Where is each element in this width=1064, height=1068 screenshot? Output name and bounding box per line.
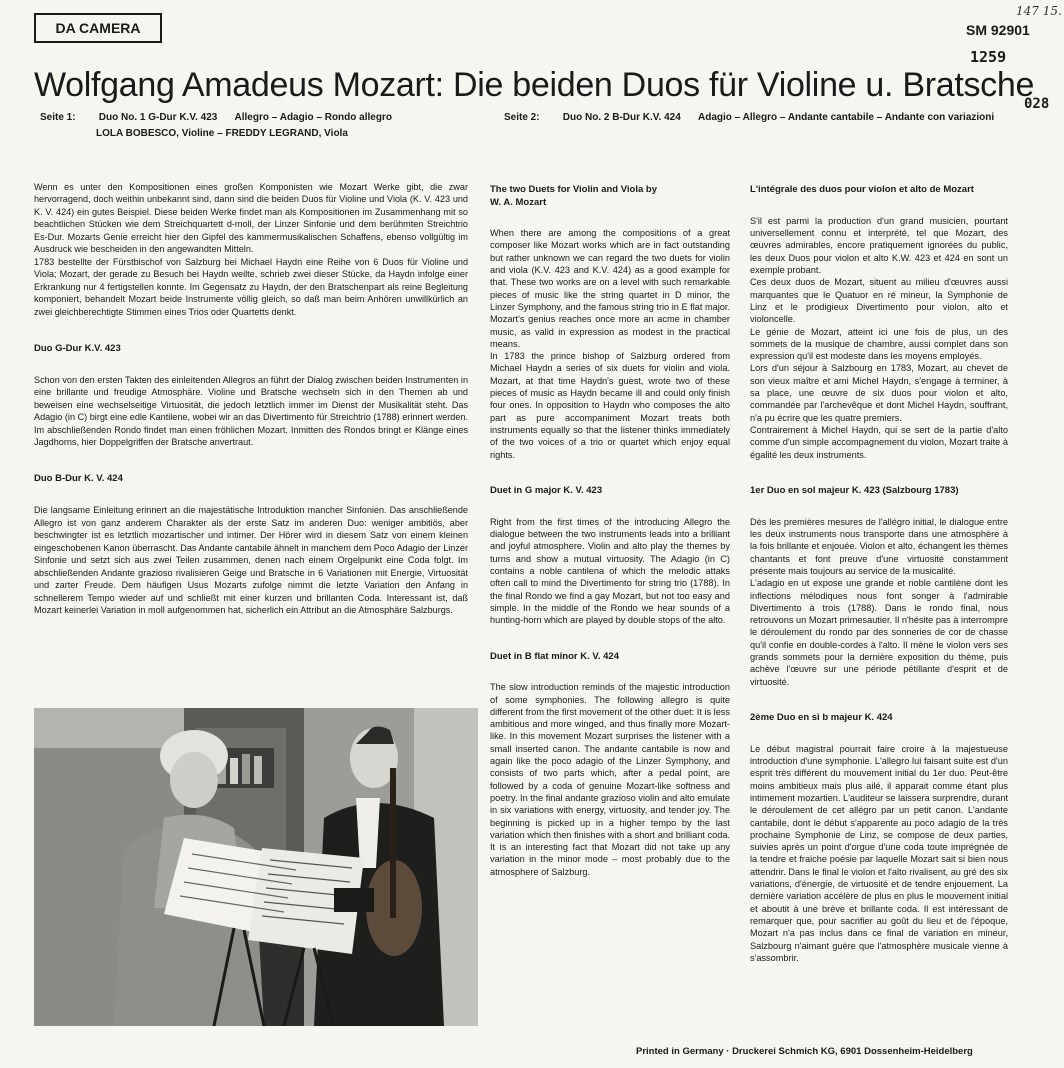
french-duo2-heading: 2ème Duo en si b majeur K. 424 [750,712,893,724]
french-duo2-text: Le début magistral pourrait faire croire à la majestueuse introduction d'une symphonie. L'allegro lui faisant suite est d'un esprit très différent du mouvement initial du 1er duo. Peut-être moins ambitieux mais plus ailé, il apparait comme étant plus intimement mozartien. L'auditeur se laissera surprendre, durant le déroulement de cet allégro par un petit canon. L'andante cantabile, dont le début s'apparente au poco adagio de la très prochaine Symphonie de Linz, se compose de deux parties, suivies après un point d'orgue d'une coda toute imprégnée de la tendre et fraiche poésie par laquelle Mozart sait si bien nous attendrir. Dans le final le violon et l'alto rivalisent, au gré des six variations, d'énergie, de virtuosité et de tendre enjouement. La dernière variation accélère de plus en plus le mouvement initial et aboutit à une brève et brillante coda. Il est intéressant de remarquer que, pour sacrifier au goût du lieu et de l'époque, Mozart n'a pas inclus dans ce final de variation en mineur, Salzbourg n'aimant guère que l'atmosphère musicale vienne à s'assombrir. [750,743,1008,963]
side1-performers: LOLA BOBESCO, Violine – FREDDY LEGRAND, Viola [96,128,348,139]
french-heading: L'intégrale des duos pour violon et alto de Mozart [750,184,974,196]
german-intro: Wenn es unter den Kompositionen eines großen Komponisten wie Mozart Werke gibt, die zwar hervorragend, doch weithin unbekannt sind, dann sind die beiden Duos für Violine und Viola (K. V. 423 und K. V. 424) ein gutes Beispiel. Diese beiden Werke findet man als Kompositionen im Zusammenhang mit so beachtlichen Stücken wie dem Streichquartett d-moll, der Linzer Sinfonie und dem berühmten Streichtrio Es-Dur. Mozarts Genie erreicht hier den Gipfel des kammermusikalischen Schaffens, ebenso vollgültig im Ausdruck wie bescheiden in den angewandten Mitteln. 1783 bestellte der Fürstbischof von Salzburg bei Michael Haydn eine Reihe von 6 Duos für Violine und Viola; Mozart, der gerade zu Besuch bei Haydn weilte, schrieb zwei dieser Stücke, da Haydn infolge einer Erkrankung nur 4 fertigstellen konnte. Im Gegensatz zu Haydn, der den Bratschenpart als reine Begleitung komponiert, behandelt Mozart beide Instrumente völlig gleich, so daß man beim Anhören unwillkürlich an zwei gleichberechtigte Stimmen eines Trios oder Quartetts denkt. [34,181,468,317]
german-duo1-text: Schon von den ersten Takten des einleitenden Allegros an führt der Dialog zwischen beiden Instrumenten in eine brillante und freudige Atmosphäre. Violine und Bratsche wechseln sich in den Themen ab und beweisen eine wechselseitige Virtuosität, die jedoch letztlich immer im Dienst der Musikalität steht. Das Adagio (in C) birgt eine edle Kantilene, wobei wir an das Divertimento für Streichtrio (1788) erinnert werden. Im abschließenden Rondo findet man einen fröhlichen Mozart. Inmitten des Rondos bringt er Klänge eines Jagdhorns, hier Doppelgriffen der Bratsche anvertraut. [34,374,468,447]
english-duet1-heading: Duet in G major K. V. 423 [490,485,603,497]
handwritten-small-number: 028 [1024,96,1050,112]
printer-footer: Printed in Germany · Druckerei Schmich KG, 6901 Dossenheim-Heidelberg [636,1046,973,1057]
side2-movements: Adagio – Allegro – Andante cantabile – Andante con variazioni [697,112,995,123]
side2-work: Duo No. 2 B-Dur K.V. 424 [562,112,681,123]
german-duo2-heading: Duo B-Dur K. V. 424 [34,473,123,484]
label-box: DA CAMERA [34,13,162,43]
performers-photo-image [34,708,478,1026]
performers-photo [34,708,478,1026]
side1-work: Duo No. 1 G-Dur K.V. 423 [98,112,218,123]
english-duet2-text: The slow introduction reminds of the majestic introduction of some symphonies. The following allegro is quite different from the first movement of the other duet: It is less ambitious and more winged, and thus finally more Mozart-like. In this movement Mozart surprises the listener with a small inserted canon. The andante cantabile is now and again like the poco adagio of the Linzer Symphony, and consists of two parts which, after a pedal point, are followed by a coda of genuine Mozart-like softness and poetry. In the final andante grazioso violin and alto emulate in six variations with energy, virtuosity, and tender joy. The beginning is picked up in a higher tempo by the last variation which then finishes with a short and brilliant coda. It is an interesting fact that Mozart did not take up any variation in the minor mode – most probably due to the atmosphere of Salzburg. [490,682,730,877]
side1-line [40,112,392,123]
side2-line [504,112,994,123]
english-duet1-text: Right from the first times of the introducing Allegro the dialogue between the two instruments leads into a brilliant and joyful atmosphere. Violin and alto play the themes by turns and show a mutual virtuosity. The Adagio (in C) contains a noble cantilena of which the melodic attaks often call to mind the Divertimento for string trio (1788). In the final Rondo we find a gay Mozart, but not too easy and simple. In the middle of the Rondo we hear sounds of a hunting-horn which are played by double stops of the alto. [490,516,730,626]
english-intro: When there are among the compositions of a great composer like Mozart works which are in fact outstanding but rather unknown we can regard the two duets for violin and viola (K.V. 423 and K.V. 424) as a good example for that. These two works are on a level with such remarkable pieces of music like the string quartet in D minor, the Linzer Symphony, and the famous string trio in E flat major. Mozart's genius reaches once more an acme in chamber music, as valid in expression as modest in the practical means. In 1783 the prince bishop of Salzburg ordered from Michael Haydn a series of six duets for violin and viola. Mozart, at that time Haydn's guest, wrote two of these pieces of music as Haydn became ill and could only finish four ones. In opposition to Haydn who composes the alto part as pure accompaniment Mozart treats both instruments equally so that the listener thinks immediately of the two voices of a trio or quartet which enjoy equal rights. [490,228,730,460]
english-column [490,172,730,902]
side1-movements: Allegro – Adagio – Rondo allegro [234,112,392,123]
german-duo2-text: Die langsame Einleitung erinnert an die majestätische Introduktion mancher Sinfonien. Das anschließende Allegro ist von ganz anderem Charakter als der erste Satz im anderen Duo: weniger ambitiös, aber beschwingter ist es letztlich mozartischer und intimer. Der Hörer wird in diesem Satz von einem kleinen eingeschobenen Kanon überrascht. Das Andante cantabile ähnelt in manchem dem Poco Adagio der Linzer Sinfonie und setzt sich aus zwei Teilen zusammen, denen nach einem Orgelpunkt eine Coda folgt. Im abschließenden Andante grazioso rivalisieren Geige und Bratsche in 6 Variationen mit Energie, Virtuosität und zarter Freude. Dem häufigen Usus Mozarts zufolge nimmt die letzte Variation den Anfang in schnellerem Tempo wieder auf und schließt mit einer kurzen und brillanten Coda. Interessant ist, daß Mozart keinerlei Variation in moll aufgenommen hat, sicherlich ein Attribut an die Atmosphäre Salzburgs. [34,505,468,615]
side1-label: Seite 1: [40,112,76,123]
german-duo1-heading: Duo G-Dur K.V. 423 [34,342,121,354]
handwritten-note-top: 147 15. [1016,4,1062,18]
english-duet2-heading: Duet in B flat minor K. V. 424 [490,650,619,662]
english-heading: The two Duets for Violin and Viola by W. A. Mozart [490,184,657,208]
page-title: Wolfgang Amadeus Mozart: Die beiden Duos für Violine u. Bratsche [34,66,1035,104]
french-duo1-heading: 1er Duo en sol majeur K. 423 (Salzbourg 1783) [750,485,959,497]
german-column [34,168,468,641]
handwritten-number: 1259 [970,48,1007,66]
catalog-number: SM 92901 [966,22,1030,38]
side2-label: Seite 2: [504,112,540,123]
french-duo1-text: Dès les premières mesures de l'allégro initial, le dialogue entre les deux instruments nous transporte dans une atmosphère à la fois brillante et enjouée. Violon et alto, échangent les thèmes chantants et font preuve d'une virtuosité constamment présente mais toujours au service de la musicalité. L'adagio en ut expose une grande et noble cantilène dont les inflections mélodiques nous font songer à l'admirable Divertimento à trois (1788). Dans le rondo final, nous retrouvons un Mozart primesautier. Il n'hésite pas à interrompre le déroulement du rondo par des sonneries de cor de chasse qu'il confie en double-cordes à l'alto. Il mène le violon vers ses grands sommets pour la dernière exposition du thème, puis achève l'œuvre sur une période pétillante d'esprit et de virtuosité. [750,516,1008,687]
french-intro: S'il est parmi la production d'un grand musicien, pourtant universellement connu et interprété, tel que Mozart, des œuvres admirables, encore pratiquement ignorées du public, les deux Duos pour violon et alto K.W. 423 et 424 en sont un exemple probant. Ces deux duos de Mozart, situent au milieu d'œuvres aussi marquantes que le Quatuor en ré mineur, la Symphonie de Linz et le prodigieux Divertimento pour violon, alto et violoncelle. Le génie de Mozart, atteint ici une fois de plus, un des sommets de la musique de chambre, aussi complet dans son expression qu'il est modeste dans les moyens employés. Lors d'un séjour à Salzbourg en 1783, Mozart, au chevet de son vieux maître et ami Michel Haydn, s'engage à terminer, à sa place, une œuvre de six duos pour violon et alto, commandée par l'archevêque et dont Michel Haydn, souffrant, n'a pu écrire que les quatre premiers. Contrairement à Michel Haydn, qui se sert de la partie d'alto comme d'un simple accompagnement du violon, Mozart traite à égalité les deux instruments. [750,215,1008,460]
french-column [750,172,1008,988]
